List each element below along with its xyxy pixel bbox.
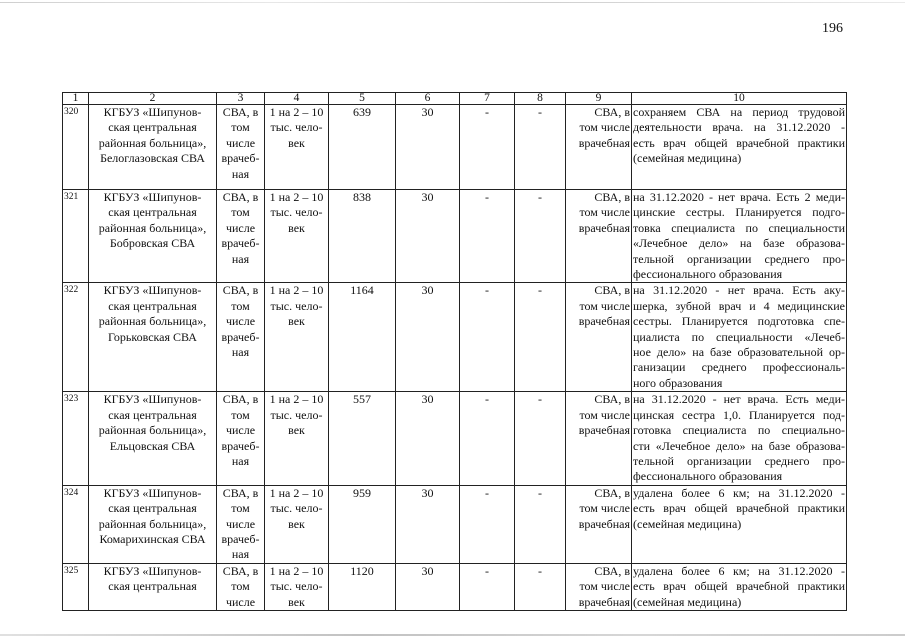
facility-type-cell xyxy=(217,392,265,485)
cell-line: СВА, в xyxy=(222,105,259,119)
cell-line: врачеб- xyxy=(221,531,260,546)
cell-line: ская центральная xyxy=(108,298,197,313)
cell-line: Белоглазовская СВА xyxy=(100,151,205,166)
scan-bottom-edge xyxy=(0,634,905,636)
column-header: 6 xyxy=(396,93,460,105)
cell-line: 1 на 2 – 10 xyxy=(269,485,324,500)
cell-line: врачебная xyxy=(578,516,630,531)
facility-type-cell xyxy=(217,485,265,563)
population-norm-cell xyxy=(265,392,329,485)
cell-line: числе xyxy=(225,220,256,235)
cell-line: фессионального образования xyxy=(633,469,783,484)
cell-line: тыс. чело- xyxy=(270,579,323,594)
cell-line: том xyxy=(231,205,250,220)
dash-cell: - xyxy=(460,190,515,283)
cell-line: врачебная xyxy=(578,135,630,150)
page-number: 196 xyxy=(822,21,843,36)
cell-line: ная xyxy=(231,345,250,360)
cell-line: СВА, в xyxy=(594,563,630,578)
cell-line: ное дело» на базе образовательной ор- xyxy=(633,345,845,360)
cell-line: век xyxy=(288,423,305,438)
distance-cell: 30 xyxy=(396,105,460,190)
planned-type-cell xyxy=(566,485,632,563)
cell-line: тыс. чело- xyxy=(270,298,323,313)
cell-line: 1 на 2 – 10 xyxy=(269,105,324,119)
cell-line: том числе xyxy=(579,579,630,594)
cell-line: том числе xyxy=(579,298,630,313)
organization-cell xyxy=(89,392,217,485)
cell-line: врачеб- xyxy=(221,438,260,453)
cell-line: сти «Лечебное дело» на базе образова- xyxy=(633,438,845,453)
scan-top-edge xyxy=(0,2,905,3)
cell-line: врачебная xyxy=(578,220,630,235)
cell-line: числе xyxy=(225,594,256,609)
cell-line: (семейная медицина) xyxy=(633,594,742,609)
cell-line: Бобровская СВА xyxy=(109,236,196,251)
facility-type-cell xyxy=(217,283,265,392)
cell-line: тыс. чело- xyxy=(270,407,323,422)
population-norm-cell xyxy=(265,105,329,190)
distance-cell: 30 xyxy=(396,563,460,610)
cell-line: врачеб- xyxy=(221,151,260,166)
cell-line: ганизации среднего профессиональ- xyxy=(633,360,845,375)
cell-line: тельной организации среднего про- xyxy=(633,251,845,266)
planned-type-cell xyxy=(566,190,632,283)
cell-line: тыс. чело- xyxy=(270,120,323,135)
cell-line: Комарихинская СВА xyxy=(99,531,206,546)
cell-line: фессионального образования xyxy=(633,267,783,282)
cell-line: КГБУЗ «Шипунов- xyxy=(103,105,202,119)
table-row xyxy=(63,563,847,610)
cell-line: районная больница», xyxy=(98,314,207,329)
column-header: 2 xyxy=(89,93,217,105)
cell-line: на 31.12.2020 - нет врача. Есть меди- xyxy=(633,392,845,407)
cell-line: КГБУЗ «Шипунов- xyxy=(103,563,202,578)
row-number: 321 xyxy=(63,190,89,283)
cell-line: том числе xyxy=(579,205,630,220)
cell-line: том числе xyxy=(579,407,630,422)
cell-line: том xyxy=(231,407,250,422)
cell-line: 1 на 2 – 10 xyxy=(269,190,324,204)
cell-line: готовка специалиста по специально- xyxy=(633,423,845,438)
cell-line: на 31.12.2020 - нет врача. Есть аку- xyxy=(633,283,845,298)
cell-line: том xyxy=(231,120,250,135)
dash-cell: - xyxy=(515,563,566,610)
cell-line: тыс. чело- xyxy=(270,501,323,516)
distance-cell: 30 xyxy=(396,485,460,563)
cell-line: циалиста по специальности «Лечеб- xyxy=(633,329,845,344)
cell-line: ная xyxy=(231,251,250,266)
planned-type-cell xyxy=(566,392,632,485)
cell-line: том числе xyxy=(579,501,630,516)
cell-line: врачебная xyxy=(578,314,630,329)
dash-cell: - xyxy=(460,105,515,190)
cell-line: числе xyxy=(225,135,256,150)
facility-type-cell xyxy=(217,563,265,610)
organization-cell xyxy=(89,563,217,610)
note-cell xyxy=(632,563,847,610)
cell-line: век xyxy=(288,220,305,235)
column-header: 8 xyxy=(515,93,566,105)
cell-line: цинская сестра 1,0. Планируется под- xyxy=(633,407,845,422)
cell-line: врачеб- xyxy=(221,236,260,251)
cell-line: на 31.12.2020 - нет врача. Есть 2 меди- xyxy=(633,190,845,204)
population-cell: 1120 xyxy=(329,563,396,610)
cell-line: 1 на 2 – 10 xyxy=(269,392,324,407)
distance-cell: 30 xyxy=(396,283,460,392)
planned-type-cell xyxy=(566,105,632,190)
population-cell: 639 xyxy=(329,105,396,190)
row-number: 322 xyxy=(63,283,89,392)
cell-line: ская центральная xyxy=(108,205,197,220)
organization-cell xyxy=(89,485,217,563)
cell-line: ная xyxy=(231,547,250,562)
cell-line: удалена более 6 км; на 31.12.2020 - xyxy=(633,485,845,500)
dash-cell: - xyxy=(460,563,515,610)
cell-line: том xyxy=(231,579,250,594)
cell-line: районная больница», xyxy=(98,220,207,235)
column-header: 4 xyxy=(265,93,329,105)
cell-line: числе xyxy=(225,516,256,531)
population-cell: 838 xyxy=(329,190,396,283)
table-row xyxy=(63,392,847,485)
population-cell: 557 xyxy=(329,392,396,485)
cell-line: есть врач общей врачебной практики xyxy=(633,579,845,594)
cell-line: СВА, в xyxy=(594,392,630,407)
column-header: 1 xyxy=(63,93,89,105)
cell-line: ская центральная xyxy=(108,120,197,135)
cell-line: СВА, в xyxy=(222,485,259,500)
cell-line: врачеб- xyxy=(221,329,260,344)
table-row xyxy=(63,105,847,190)
table-row xyxy=(63,485,847,563)
population-cell: 959 xyxy=(329,485,396,563)
dash-cell: - xyxy=(515,105,566,190)
cell-line: том xyxy=(231,501,250,516)
cell-line: тыс. чело- xyxy=(270,205,323,220)
cell-line: ного образования xyxy=(633,375,723,390)
cell-line: СВА, в xyxy=(594,190,630,204)
cell-line: «Лечебное дело» на базе образова- xyxy=(633,236,845,251)
cell-line: КГБУЗ «Шипунов- xyxy=(103,190,202,204)
cell-line: врачебная xyxy=(578,594,630,609)
dash-cell: - xyxy=(460,392,515,485)
planned-type-cell xyxy=(566,563,632,610)
cell-line: районная больница», xyxy=(98,516,207,531)
cell-line: СВА, в xyxy=(594,105,630,119)
column-header: 3 xyxy=(217,93,265,105)
dash-cell: - xyxy=(515,392,566,485)
population-norm-cell xyxy=(265,563,329,610)
organization-cell xyxy=(89,105,217,190)
organization-cell xyxy=(89,190,217,283)
note-cell xyxy=(632,105,847,190)
note-cell xyxy=(632,392,847,485)
cell-line: КГБУЗ «Шипунов- xyxy=(103,485,202,500)
cell-line: ная xyxy=(231,166,250,181)
table-body xyxy=(63,93,847,611)
row-number: 324 xyxy=(63,485,89,563)
cell-line: 1 на 2 – 10 xyxy=(269,283,324,298)
cell-line: удалена более 6 км; на 31.12.2020 - xyxy=(633,563,845,578)
dash-cell: - xyxy=(515,283,566,392)
cell-line: СВА, в xyxy=(222,190,259,204)
distance-cell: 30 xyxy=(396,190,460,283)
column-header: 10 xyxy=(632,93,847,105)
cell-line: СВА, в xyxy=(594,485,630,500)
planned-type-cell xyxy=(566,283,632,392)
cell-line: числе xyxy=(225,423,256,438)
cell-line: СВА, в xyxy=(222,392,259,407)
dash-cell: - xyxy=(460,485,515,563)
facility-type-cell xyxy=(217,190,265,283)
cell-line: ская центральная xyxy=(108,579,197,594)
cell-line: тельной организации среднего про- xyxy=(633,453,845,468)
cell-line: сохраняем СВА на период трудовой xyxy=(633,105,845,119)
cell-line: СВА, в xyxy=(594,283,630,298)
row-number: 323 xyxy=(63,392,89,485)
cell-line: (семейная медицина) xyxy=(633,516,742,531)
population-norm-cell xyxy=(265,485,329,563)
cell-line: век xyxy=(288,594,305,609)
cell-line: ская центральная xyxy=(108,501,197,516)
cell-line: том числе xyxy=(579,120,630,135)
table-row xyxy=(63,190,847,283)
facility-type-cell xyxy=(217,105,265,190)
cell-line: районная больница», xyxy=(98,423,207,438)
cell-line: век xyxy=(288,135,305,150)
cell-line: КГБУЗ «Шипунов- xyxy=(103,392,202,407)
column-header: 5 xyxy=(329,93,396,105)
cell-line: деятельности врача. на 31.12.2020 - xyxy=(633,120,845,135)
distance-cell: 30 xyxy=(396,392,460,485)
cell-line: ная xyxy=(231,453,250,468)
row-number: 325 xyxy=(63,563,89,610)
cell-line: товка специалиста по специальности xyxy=(633,220,845,235)
dash-cell: - xyxy=(515,485,566,563)
cell-line: районная больница», xyxy=(98,135,207,150)
dash-cell: - xyxy=(460,283,515,392)
row-number: 320 xyxy=(63,105,89,190)
cell-line: цинские сестры. Планируется подго- xyxy=(633,205,845,220)
note-cell xyxy=(632,283,847,392)
population-norm-cell xyxy=(265,283,329,392)
cell-line: век xyxy=(288,516,305,531)
cell-line: сестры. Планируется подготовка спе- xyxy=(633,314,845,329)
medical-facilities-table xyxy=(62,92,847,611)
cell-line: шерка, зубной врач и 4 медицинские xyxy=(633,298,845,313)
cell-line: СВА, в xyxy=(222,283,259,298)
column-header: 7 xyxy=(460,93,515,105)
population-norm-cell xyxy=(265,190,329,283)
cell-line: (семейная медицина) xyxy=(633,151,742,166)
column-number-row xyxy=(63,93,847,105)
note-cell xyxy=(632,485,847,563)
dash-cell: - xyxy=(515,190,566,283)
column-header: 9 xyxy=(566,93,632,105)
cell-line: век xyxy=(288,314,305,329)
population-cell: 1164 xyxy=(329,283,396,392)
cell-line: ская центральная xyxy=(108,407,197,422)
table-row xyxy=(63,283,847,392)
cell-line: 1 на 2 – 10 xyxy=(269,563,324,578)
cell-line: Горьковская СВА xyxy=(108,329,197,344)
note-cell xyxy=(632,190,847,283)
cell-line: есть врач общей врачебной практики xyxy=(633,501,845,516)
cell-line: Ельцовская СВА xyxy=(109,438,196,453)
cell-line: том xyxy=(231,298,250,313)
cell-line: врачебная xyxy=(578,423,630,438)
cell-line: СВА, в xyxy=(222,563,259,578)
cell-line: числе xyxy=(225,314,256,329)
cell-line: есть врач общей врачебной практики xyxy=(633,135,845,150)
cell-line: КГБУЗ «Шипунов- xyxy=(103,283,202,298)
organization-cell xyxy=(89,283,217,392)
